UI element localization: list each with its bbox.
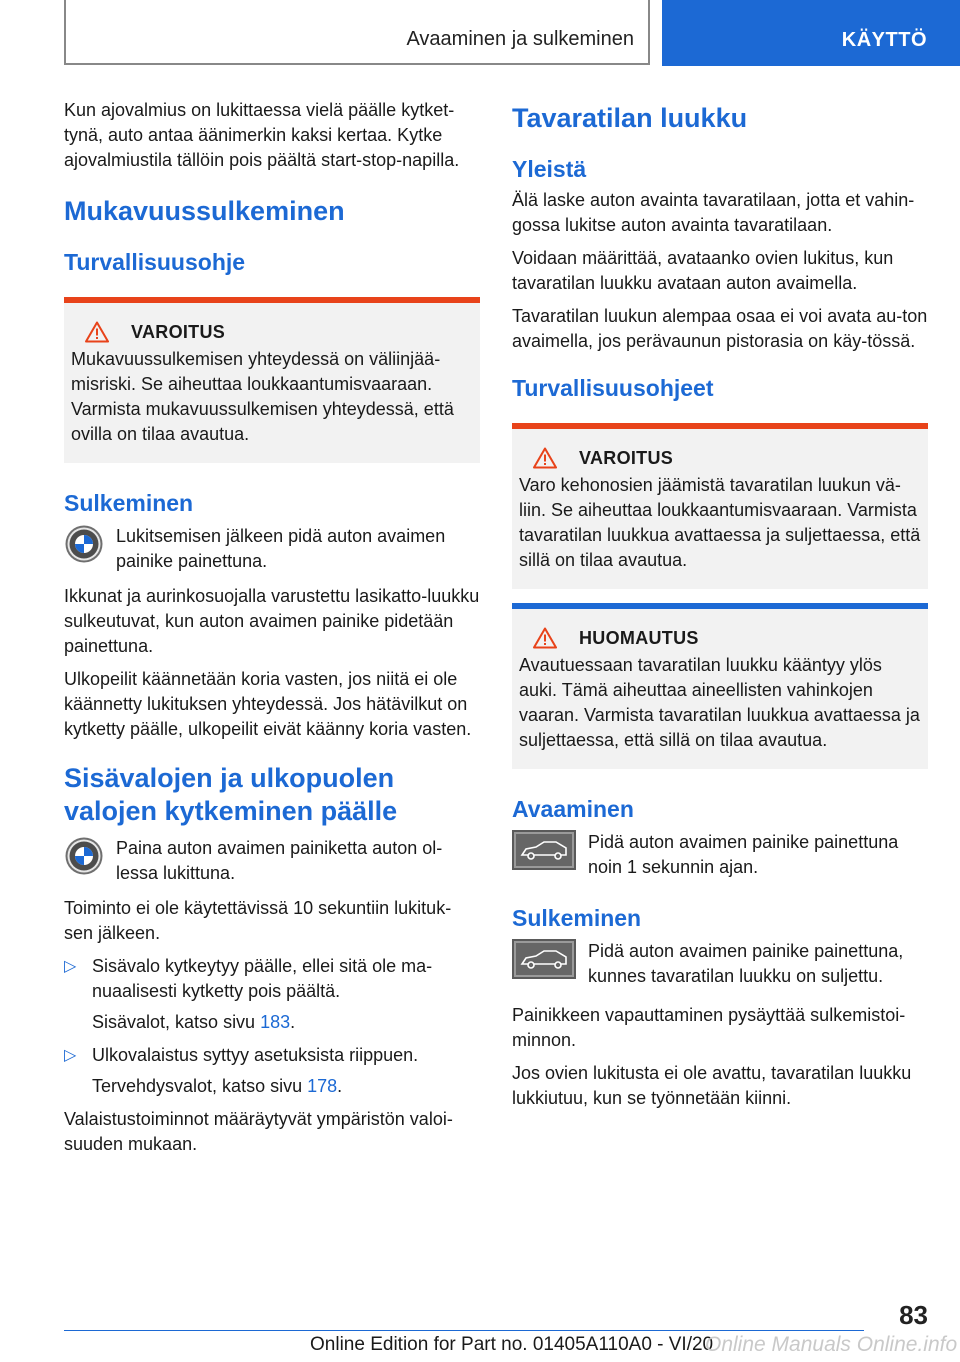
warning-box (512, 423, 928, 589)
lights-instruction-text: Paina auton avaimen painiketta auton ol-lessa lukittuna. (116, 838, 443, 883)
heading-trunk-lid: Tavaratilan luukku (512, 103, 748, 133)
warning-box (64, 297, 480, 463)
header-divider (64, 63, 650, 65)
car-key-icon (64, 836, 104, 876)
warning-label: VAROITUS (579, 447, 674, 468)
lights-instruction (64, 836, 480, 886)
mirrors-paragraph: Ulkopeilit käännetään koria vasten, jos niitä ei ole käännetty lukituksen yhteydessä. Jos hätävilkut on kytketty päälle, ulkopeilit eivät käänny koria vasten. (64, 669, 472, 739)
edition-text: Online Edition for Part no. 01405A110A0 - VI/20 (310, 1334, 714, 1355)
header-divider (64, 0, 66, 64)
triangle-bullet-icon: ▷ (64, 1047, 77, 1064)
right-column (512, 98, 928, 1119)
page-header (0, 0, 960, 66)
heading-comfort-closing: Mukavuussulkeminen (64, 196, 345, 226)
header-divider (648, 0, 650, 64)
warning-triangle-icon (533, 447, 557, 469)
unlock-paragraph: Jos ovien lukitusta ei ole avattu, tavaratilan luukku lukkiutuu, kun se työnnetään kiinni. (512, 1063, 912, 1108)
list-item (64, 1043, 480, 1068)
closing-instruction (512, 939, 928, 989)
footer-divider (64, 1330, 864, 1331)
heading-closing: Sulkeminen (64, 490, 194, 516)
cross-reference: Tervehdysvalot, katso sivu 178. (92, 1076, 343, 1096)
warning-triangle-icon (85, 321, 109, 343)
section-title: Avaaminen ja sulkeminen (406, 28, 634, 50)
heading-opening: Avaaminen (512, 796, 634, 822)
general-paragraph: Tavaratilan luukun alempaa osaa ei voi avata au-ton avaimella, jos perävaunun pistorasia on käy-tössä. (512, 306, 928, 351)
page-number: 83 (899, 1300, 928, 1330)
heading-lights: Sisävalojen ja ulkopuolen valojen kytkeminen päälle (64, 763, 398, 826)
left-column (64, 98, 480, 1165)
trunk-button-icon (512, 830, 576, 870)
general-paragraph: Voidaan määrittää, avataanko ovien lukitus, kun tavaratilan luukku avataan auton avaimella. (512, 248, 894, 293)
trunk-button-icon (512, 939, 576, 979)
closing-instruction-text: Lukitsemisen jälkeen pidä auton avaimen painike painettuna. (116, 526, 446, 571)
list-item-text: Sisävalo kytkeytyy päälle, ellei sitä ole ma-nuaalisesti kytketty pois päältä. (92, 956, 433, 1001)
page-link[interactable]: 183 (260, 1012, 291, 1032)
general-paragraph: Älä laske auton avainta tavaratilaan, jotta et vahin-gossa lukitse auton avainta tavaratilaan. (512, 190, 915, 235)
notice-box (512, 603, 928, 769)
car-key-icon (64, 524, 104, 564)
warning-label: VAROITUS (131, 321, 226, 342)
opening-instruction-text: Pidä auton avaimen painike painettuna noin 1 sekunnin ajan. (588, 832, 899, 877)
cross-reference: Sisävalot, katso sivu 183. (92, 1012, 296, 1032)
page-link[interactable]: 178 (307, 1076, 338, 1096)
triangle-bullet-icon: ▷ (64, 958, 77, 975)
windows-paragraph: Ikkunat ja aurinkosuojalla varustettu lasikatto-luukku sulkeutuvat, kun auton avaimen painike pidetään painettuna. (64, 586, 480, 656)
heading-safety-note: Turvallisuusohje (64, 249, 246, 275)
closing-instruction (64, 524, 480, 574)
opening-instruction (512, 830, 928, 880)
chapter-tab-label: KÄYTTÖ (841, 29, 927, 51)
warning-text: Varo kehonosien jäämistä tavaratilan luukun vä-liin. Se aiheuttaa loukkaantumisvaaraan. Varmista tavaratilan luukkua avattaessa ja suljettaessa, että sillä on tilaa avautua. (519, 475, 921, 570)
notice-text: Avautuessaan tavaratilan luukku kääntyy ylös auki. Tämä aiheuttaa aineellisten vahinkojen vaaran. Varmista tavaratilan luukkua avattaessa ja suljettaessa, että sillä on tilaa avautua. (519, 655, 920, 750)
notice-label: HUOMAUTUS (579, 627, 699, 648)
heading-general: Yleistä (512, 156, 587, 182)
list-item-text: Ulkovalaistus syttyy asetuksista riippuen. (92, 1045, 419, 1065)
watermark: Online Manuals Online.info (705, 1333, 958, 1356)
notice-triangle-icon (533, 627, 557, 649)
chapter-tab[interactable] (662, 0, 960, 66)
heading-closing: Sulkeminen (512, 905, 642, 931)
lighting-paragraph: Valaistustoiminnot määräytyvät ympäristön valoi-suuden mukaan. (64, 1109, 453, 1154)
intro-paragraph: Kun ajovalmius on lukittaessa vielä päälle kytket-tynä, auto antaa äänimerkin kaksi kertaa. Kytke ajovalmiustila tällöin pois päältä start-stop-napilla. (64, 100, 460, 170)
closing-instruction-text: Pidä auton avaimen painike painettuna, kunnes tavaratilan luukku on suljettu. (588, 941, 904, 986)
warning-text: Mukavuussulkemisen yhteydessä on väliinjää-misriski. Se aiheuttaa loukkaantumisvaaraan. Varmista mukavuussulkemisen yhteydessä, että ovilla on tilaa avautua. (71, 349, 454, 444)
timeout-paragraph: Toiminto ei ole käytettävissä 10 sekuntiin lukituk-sen jälkeen. (64, 898, 452, 943)
heading-safety-notes: Turvallisuusohjeet (512, 375, 714, 401)
release-paragraph: Painikkeen vapauttaminen pysäyttää sulkemistoi-minnon. (512, 1005, 906, 1050)
list-item (64, 954, 480, 1004)
